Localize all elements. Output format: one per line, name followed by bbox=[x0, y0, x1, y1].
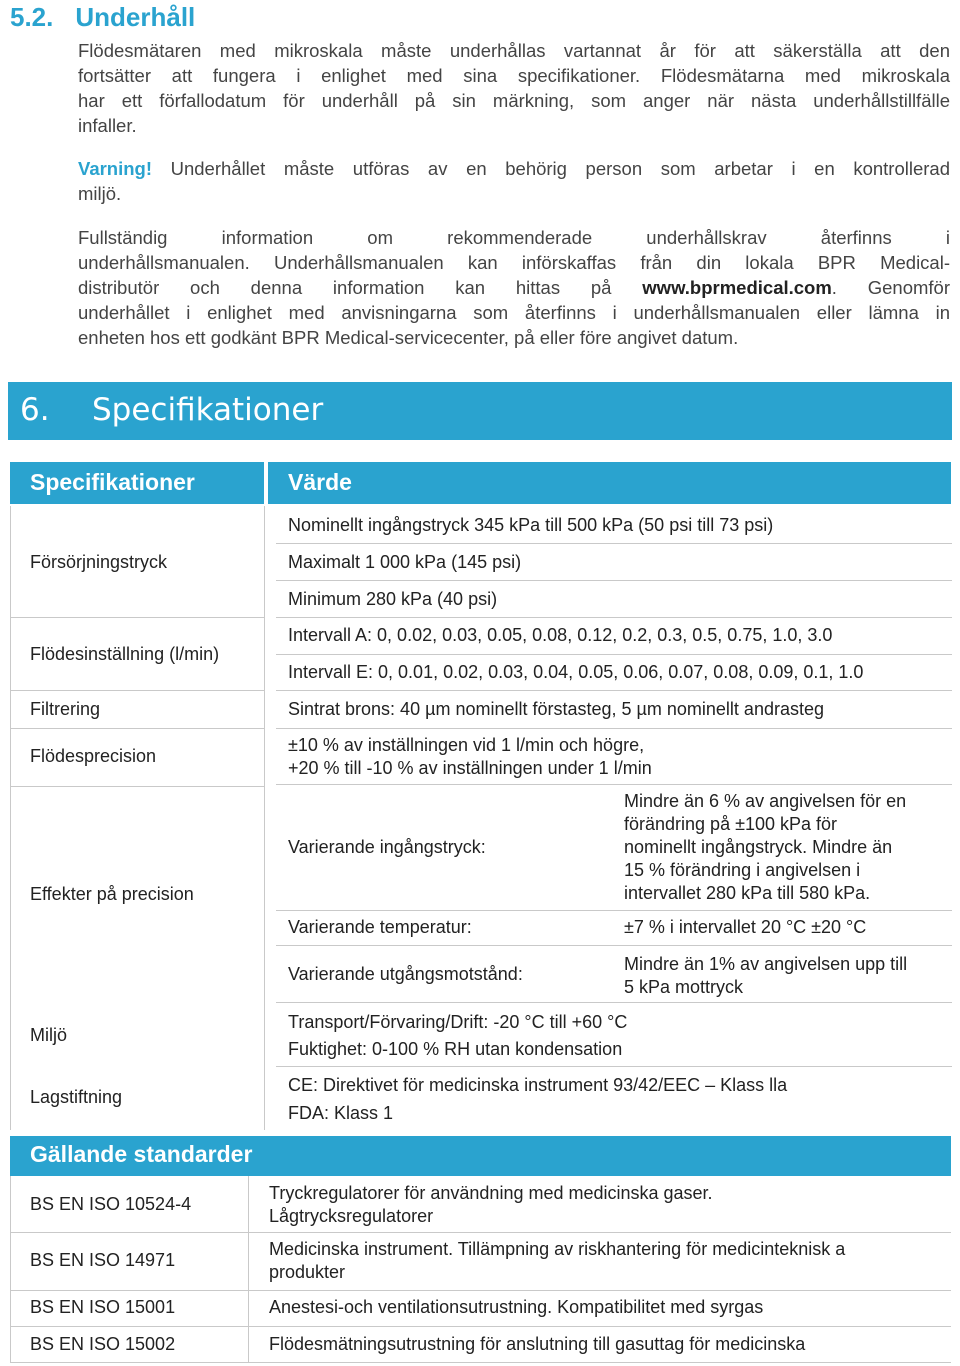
standards-column-divider bbox=[248, 1176, 249, 1362]
spec-label-legislation: Lagstiftning bbox=[30, 1087, 123, 1107]
row-divider bbox=[10, 617, 264, 618]
row-divider bbox=[276, 654, 952, 655]
precision-line: +20 % till -10 % av inställningen under 1 l/min bbox=[288, 758, 652, 778]
standard-description bbox=[269, 1238, 845, 1284]
warning-text: Underhållet måste utföras av en behörig person som arbetar i en kontrollerad bbox=[152, 158, 950, 179]
environment-value bbox=[288, 1009, 627, 1063]
table-column-divider bbox=[264, 506, 265, 1130]
table-border-left bbox=[10, 506, 11, 1130]
standard-code: BS EN ISO 10524-4 bbox=[30, 1194, 192, 1214]
standard-code: BS EN ISO 15001 bbox=[30, 1297, 176, 1317]
standard-description-line: produkter bbox=[269, 1262, 346, 1282]
effect-inlet-line: Mindre än 6 % av angivelsen för en bbox=[624, 791, 907, 811]
row-divider bbox=[276, 543, 952, 544]
flow-value: Intervall E: 0, 0.01, 0.02, 0.03, 0.04, 0.05, 0.06, 0.07, 0.08, 0.09, 0.1, 1.0 bbox=[288, 662, 864, 682]
supply-value: Maximalt 1 000 kPa (145 psi) bbox=[288, 552, 522, 572]
warning-text-end: miljö. bbox=[78, 183, 122, 204]
section-number: 5.2. bbox=[10, 2, 54, 32]
spec-label-environment: Miljö bbox=[30, 1025, 68, 1045]
row-divider bbox=[276, 617, 952, 618]
intro-line: infaller. bbox=[78, 115, 137, 136]
supply-value: Minimum 280 kPa (40 psi) bbox=[288, 589, 498, 609]
precision-line: ±10 % av inställningen vid 1 l/min och högre, bbox=[288, 735, 645, 755]
section-heading bbox=[10, 2, 195, 33]
legislation-line: FDA: Klass 1 bbox=[288, 1103, 394, 1123]
standard-code: BS EN ISO 14971 bbox=[30, 1250, 176, 1270]
info-line: distributör och denna information kan hittas på bbox=[78, 277, 612, 298]
row-divider bbox=[276, 1066, 952, 1067]
spec-label-effects: Effekter på precision bbox=[30, 884, 194, 904]
section-title: Underhåll bbox=[75, 2, 196, 32]
row-divider bbox=[276, 910, 952, 911]
standard-description-line: Tryckregulatorer för användning med medicinska gaser. bbox=[269, 1183, 713, 1203]
row-divider bbox=[10, 786, 264, 787]
website-link[interactable]: www.bprmedical.com bbox=[642, 277, 832, 298]
effect-temp-value: ±7 % i intervallet 20 °C ±20 °C bbox=[624, 917, 867, 937]
standards-row-divider bbox=[10, 1232, 951, 1233]
standard-code: BS EN ISO 15002 bbox=[30, 1334, 176, 1354]
row-divider bbox=[276, 580, 952, 581]
effect-inlet-line: 15 % förändring i angivelsen i bbox=[624, 860, 861, 880]
environment-line: Fuktighet: 0-100 % RH utan kondensation bbox=[288, 1039, 623, 1059]
intro-line: fortsätter att fungera i enlighet med sina specifikationer. Flödesmätarna med mikroskala bbox=[78, 65, 950, 86]
standards-row-divider bbox=[10, 1326, 951, 1327]
legislation-line: CE: Direktivet för medicinska instrument 93/42/EEC – Klass lla bbox=[288, 1075, 788, 1095]
row-divider bbox=[276, 945, 952, 946]
info-paragraph bbox=[78, 225, 950, 350]
info-line: Fullständig information om rekommenderade underhållskrav återfinns i bbox=[78, 227, 950, 248]
effect-outlet-line: Mindre än 1% av angivelsen upp till bbox=[624, 954, 908, 974]
standards-header bbox=[10, 1136, 951, 1176]
environment-line: Transport/Förvaring/Drift: -20 °C till +60 °C bbox=[288, 1012, 628, 1032]
intro-line: Flödesmätaren med mikroskala måste underhållas vartannat år för att säkerställa att den bbox=[78, 40, 950, 61]
legislation-value bbox=[288, 1071, 787, 1127]
info-line: underhållsmanualen. Underhållsmanualen kan införskaffas från din lokala BPR Medical- bbox=[78, 252, 950, 273]
precision-value bbox=[288, 734, 652, 780]
effect-temp-label: Varierande temperatur: bbox=[288, 917, 472, 937]
filter-value: Sintrat brons: 40 µm nominellt förstasteg, 5 µm nominellt andrasteg bbox=[288, 699, 824, 719]
standards-border-left bbox=[10, 1176, 11, 1362]
row-divider bbox=[276, 728, 952, 729]
standards-row-divider bbox=[10, 1290, 951, 1291]
standard-description: Anestesi-och ventilationsutrustning. Kompatibilitet med syrgas bbox=[269, 1297, 764, 1317]
standards-header-label: Gällande standarder bbox=[30, 1141, 253, 1167]
standard-description: Flödesmätningsutrustning för anslutning till gasuttag för medicinska bbox=[269, 1334, 806, 1354]
warning-paragraph bbox=[78, 156, 950, 206]
row-divider bbox=[276, 690, 952, 691]
effect-inlet-line: förändring på ±100 kPa för bbox=[624, 814, 838, 834]
effect-outlet-line: 5 kPa mottryck bbox=[624, 977, 744, 997]
effect-inlet-line: nominellt ingångstryck. Mindre än bbox=[624, 837, 893, 857]
effect-inlet-value bbox=[624, 790, 906, 905]
intro-paragraph bbox=[78, 38, 950, 138]
warning-label: Varning! bbox=[78, 158, 153, 179]
spec-header-label: Specifikationer bbox=[30, 469, 195, 495]
chapter-title: Specifikationer bbox=[92, 392, 324, 428]
spec-label-precision: Flödesprecision bbox=[30, 746, 157, 766]
row-divider bbox=[276, 1002, 952, 1003]
chapter-banner bbox=[8, 382, 952, 440]
effect-inlet-line: intervallet 280 kPa till 580 kPa. bbox=[624, 883, 871, 903]
spec-label-filter: Filtrering bbox=[30, 699, 101, 719]
flow-value: Intervall A: 0, 0.02, 0.03, 0.05, 0.08, 0.12, 0.2, 0.3, 0.5, 0.75, 1.0, 3.0 bbox=[288, 625, 833, 645]
table-header-value bbox=[268, 462, 951, 504]
info-line: underhållet i enlighet med anvisningarna som återfinns i underhållsmanualen eller lämna in bbox=[78, 302, 950, 323]
effect-outlet-label: Varierande utgångsmotstånd: bbox=[288, 964, 523, 984]
row-divider bbox=[10, 690, 264, 691]
spec-label-supply: Försörjningstryck bbox=[30, 552, 168, 572]
chapter-number: 6. bbox=[20, 392, 50, 428]
supply-value: Nominellt ingångstryck 345 kPa till 500 kPa (50 psi till 73 psi) bbox=[288, 515, 774, 535]
standard-description-line: Medicinska instrument. Tillämpning av riskhantering för medicinteknisk a bbox=[269, 1239, 846, 1259]
effect-inlet-label: Varierande ingångstryck: bbox=[288, 837, 486, 857]
spec-label-flow: Flödesinställning (l/min) bbox=[30, 644, 220, 664]
info-line-end: . Genomför bbox=[831, 277, 950, 298]
row-divider bbox=[276, 784, 952, 785]
effect-outlet-value bbox=[624, 953, 907, 999]
intro-line: har ett förfallodatum för underhåll på sin märkning, som anger när nästa underhållstillfälle bbox=[78, 90, 950, 111]
value-header-label: Värde bbox=[288, 469, 352, 495]
table-header-spec bbox=[10, 462, 264, 504]
row-divider bbox=[10, 728, 264, 729]
info-line: enheten hos ett godkänt BPR Medical-servicecenter, på eller före angivet datum. bbox=[78, 327, 739, 348]
standard-description-line: Lågtrycksregulatorer bbox=[269, 1206, 434, 1226]
standards-row-divider bbox=[10, 1362, 951, 1363]
standard-description bbox=[269, 1182, 713, 1228]
